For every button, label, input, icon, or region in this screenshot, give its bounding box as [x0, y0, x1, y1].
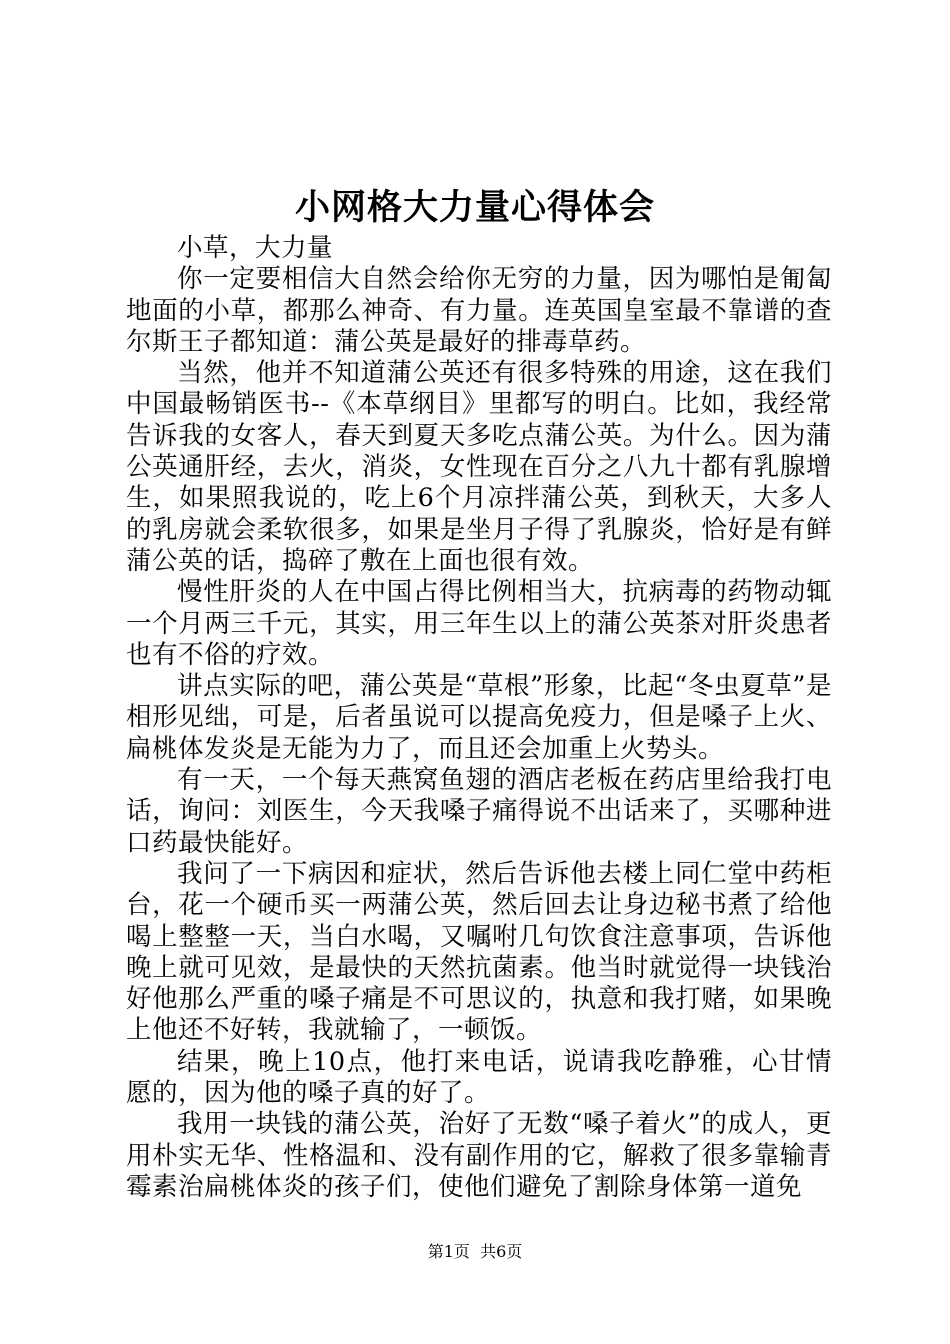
paragraph: 结果，晚上10点，他打来电话，说请我吃静雅，心甘情愿的，因为他的嗓子真的好了。 — [126, 1046, 832, 1109]
document-title: 小网格大力量心得体会 — [294, 187, 655, 228]
page-number-footer: 第1页 共6页 — [427, 1242, 523, 1261]
paragraph: 慢性肝炎的人在中国占得比例相当大，抗病毒的药物动辄一个月两三千元，其实，用三年生以上的蒲公英茶对肝炎患者也有不俗的疗效。 — [126, 577, 832, 670]
paragraph: 有一天，一个每天燕窝鱼翅的酒店老板在药店里给我打电话，询问：刘医生，今天我嗓子痛得说不出话来了，买哪种进口药最快能好。 — [126, 765, 832, 858]
paragraph: 你一定要相信大自然会给你无穷的力量，因为哪怕是匍匐地面的小草，都那么神奇、有力量。连英国皇室最不靠谱的查尔斯王子都知道：蒲公英是最好的排毒草药。 — [126, 264, 832, 357]
paragraph: 我用一块钱的蒲公英，治好了无数“嗓子着火”的成人，更用朴实无华、性格温和、没有副作用的它，解救了很多靠输青霉素治扁桃体炎的孩子们，使他们避免了割除身体第一道免 — [126, 1109, 832, 1202]
paragraph: 我问了一下病因和症状，然后告诉他去楼上同仁堂中药柜台，花一个硬币买一两蒲公英，然后回去让身边秘书煮了给他喝上整整一天，当白水喝，又嘱咐几句饮食注意事项，告诉他晚上就可见效，是最快的天然抗菌素。他当时就觉得一块钱治好他那么严重的嗓子痛是不可思议的，执意和我打赌，如果晚上他还不好转，我就输了，一顿饭。 — [126, 858, 832, 1046]
paragraph-subheading: 小草，大力量 — [177, 233, 334, 263]
paragraph: 讲点实际的吧，蒲公英是“草根”形象，比起“冬虫夏草”是相形见绌，可是，后者虽说可以提高免疫力，但是嗓子上火、扁桃体发炎是无能为力了，而且还会加重上火势头。 — [126, 671, 832, 764]
document-body — [126, 233, 832, 1203]
paragraph: 当然，他并不知道蒲公英还有很多特殊的用途，这在我们中国最畅销医书--《本草纲目》里都写的明白。比如，我经常告诉我的女客人，春天到夏天多吃点蒲公英。为什么。因为蒲公英通肝经，去火，消炎，女性现在百分之八九十都有乳腺增生，如果照我说的，吃上6个月凉拌蒲公英，到秋天，大多人的乳房就会柔软很多，如果是坐月子得了乳腺炎，恰好是有鲜蒲公英的话，捣碎了敷在上面也很有效。 — [126, 358, 832, 576]
